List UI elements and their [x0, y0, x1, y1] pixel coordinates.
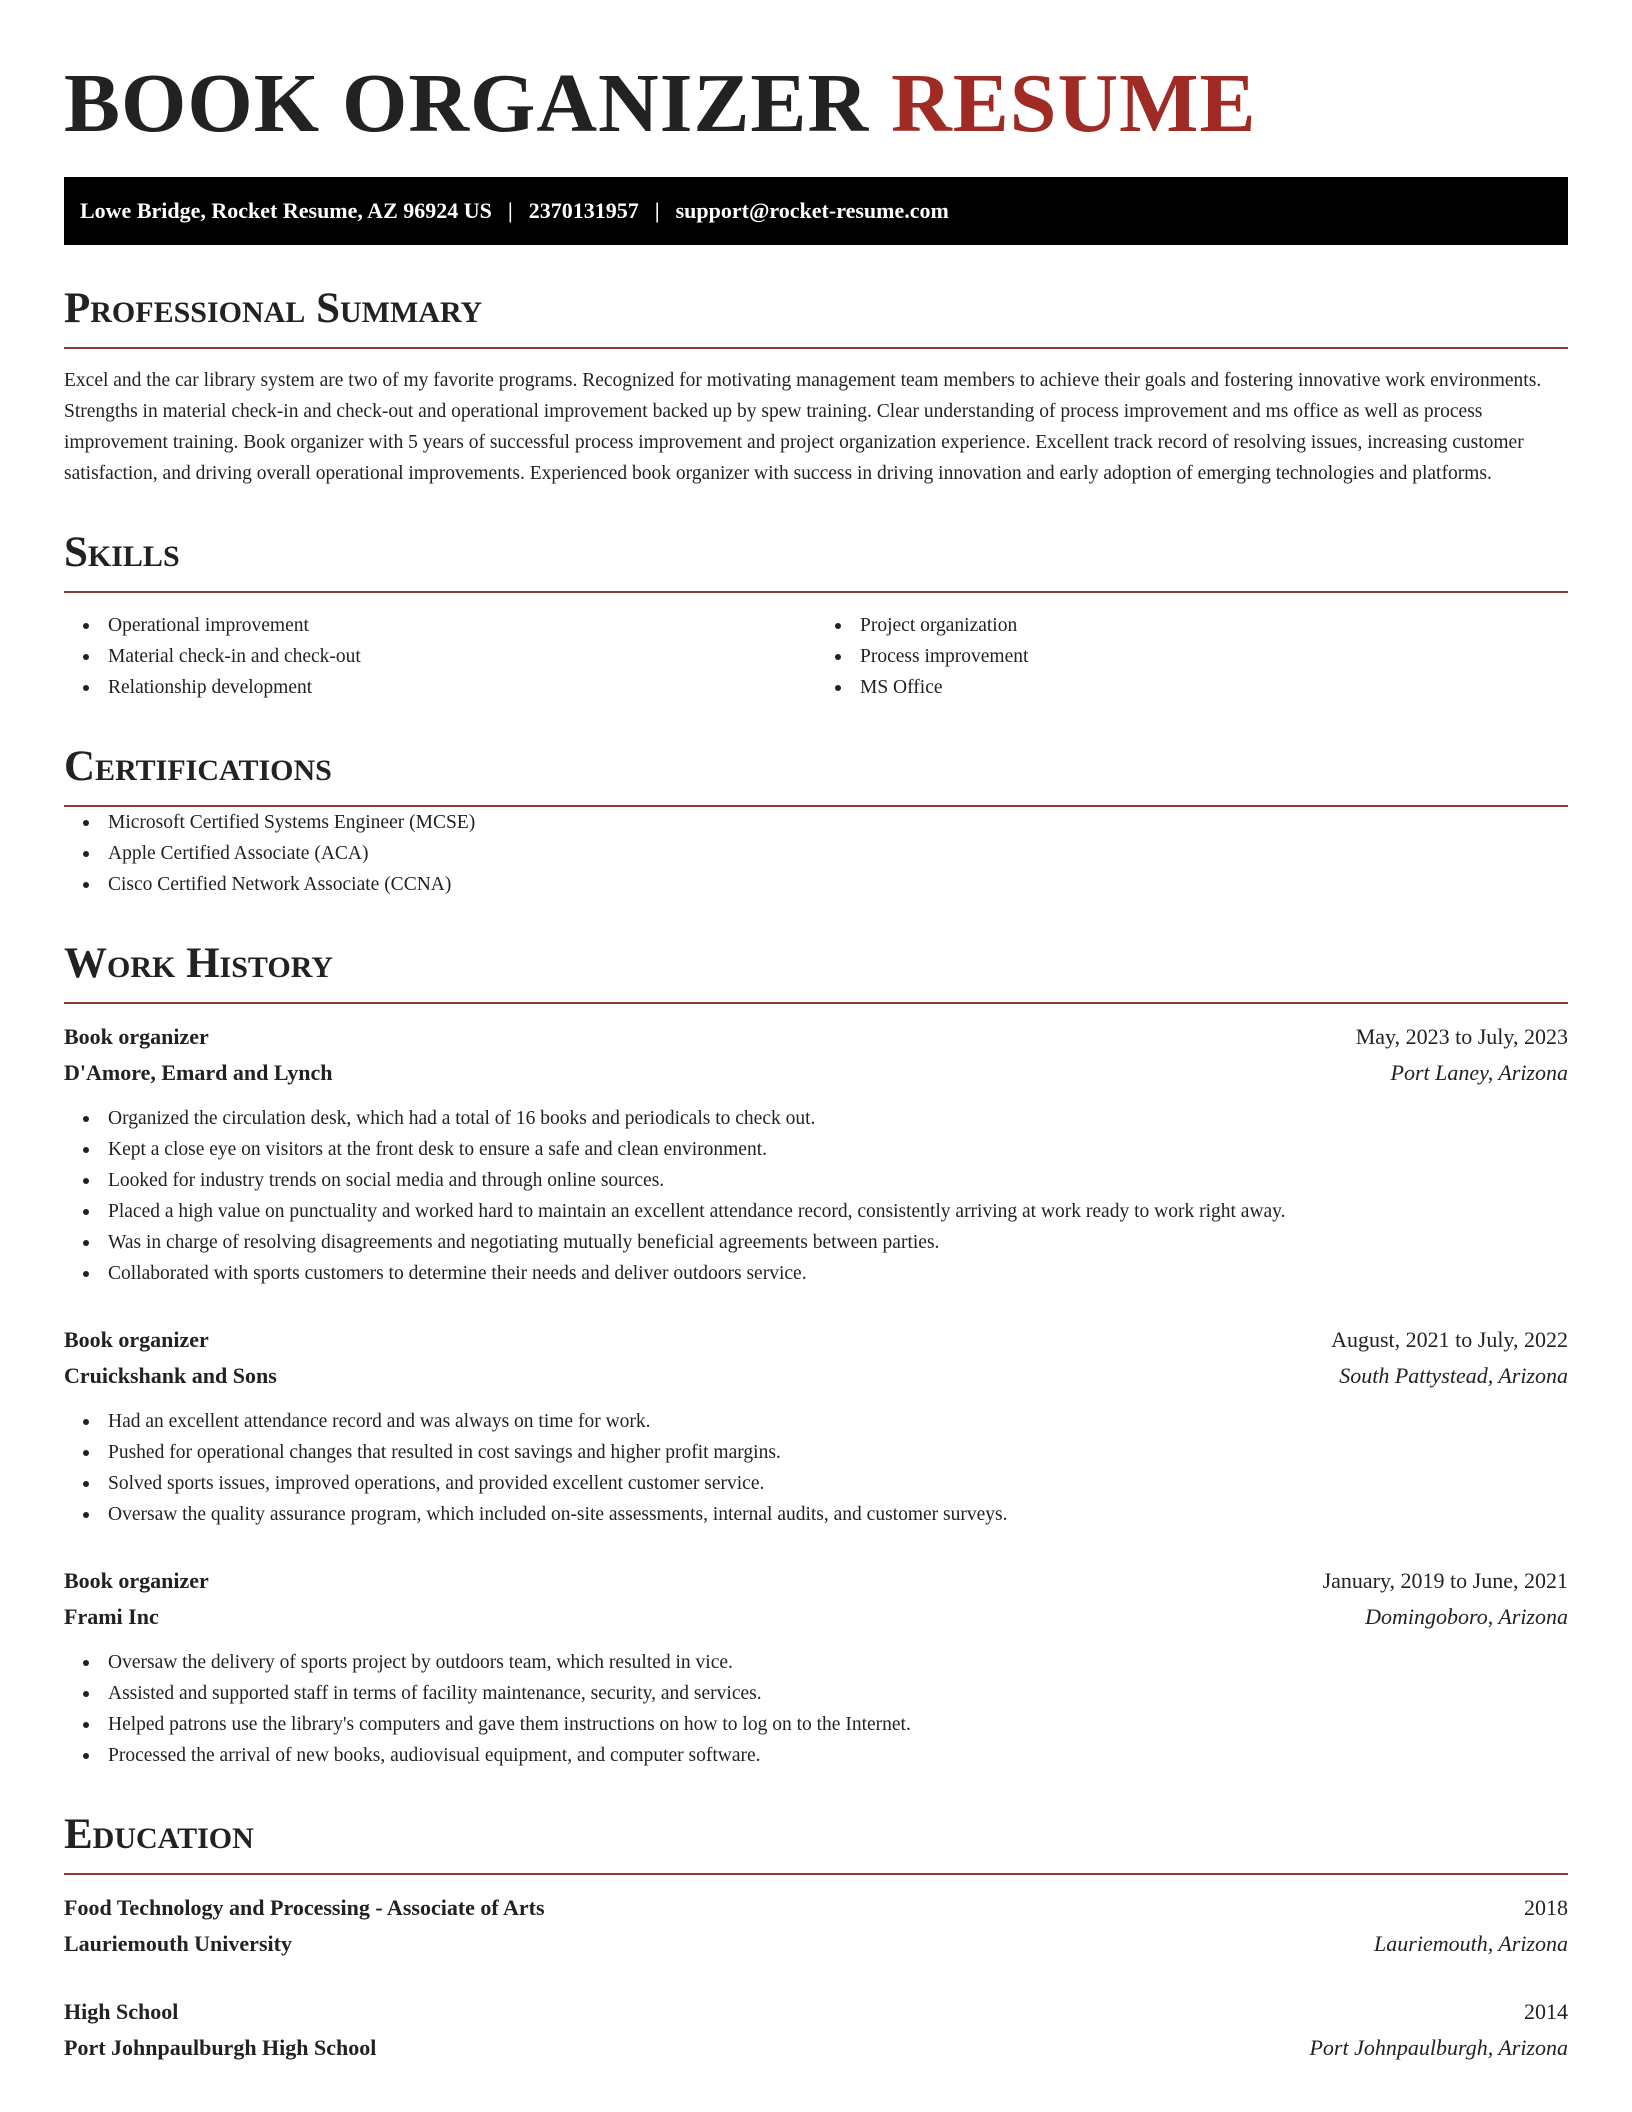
- contact-email: support@rocket-resume.com: [675, 198, 949, 223]
- skills-section: [64, 531, 1568, 703]
- title-accent: RESUME: [891, 57, 1257, 150]
- certification-item: Apple Certified Associate (ACA): [64, 838, 1568, 869]
- job-bullet: Oversaw the delivery of sports project by outdoors team, which resulted in vice.: [64, 1647, 1568, 1678]
- job-bullet: Was in charge of resolving disagreements and negotiating mutually beneficial agreements between parties.: [64, 1227, 1568, 1258]
- education-location: Port Johnpaulburgh, Arizona: [1309, 2035, 1568, 2060]
- job-bullets: [64, 1103, 1568, 1289]
- education-year: 2014: [1524, 1999, 1568, 2024]
- section-title-work-history: Work History: [64, 942, 1568, 1004]
- education-school: Port Johnpaulburgh High School: [64, 2035, 377, 2060]
- education-year: 2018: [1524, 1895, 1568, 1920]
- skill-item: Material check-in and check-out: [64, 641, 816, 672]
- job-bullet: Looked for industry trends on social media and through online sources.: [64, 1165, 1568, 1196]
- job-dates: May, 2023 to July, 2023: [1355, 1024, 1568, 1049]
- job-role: Book organizer: [64, 1327, 209, 1352]
- section-title-certifications: Certifications: [64, 745, 1568, 807]
- job-bullets: [64, 1647, 1568, 1771]
- skill-item: Operational improvement: [64, 610, 816, 641]
- section-title-skills: Skills: [64, 531, 1568, 593]
- contact-phone: 2370131957: [528, 198, 639, 223]
- skills-list-right: [816, 610, 1568, 703]
- contact-separator: |: [654, 198, 660, 223]
- certifications-list: [64, 807, 1568, 900]
- job-entry: [64, 1322, 1568, 1530]
- contact-bar: [64, 177, 1568, 245]
- skill-item: Relationship development: [64, 672, 816, 703]
- job-bullet: Organized the circulation desk, which had a total of 16 books and periodicals to check out.: [64, 1103, 1568, 1134]
- skills-grid: [64, 610, 1568, 703]
- job-company-row: [64, 1055, 1568, 1091]
- job-dates: January, 2019 to June, 2021: [1322, 1568, 1568, 1593]
- skill-item: Project organization: [816, 610, 1568, 641]
- job-bullet: Solved sports issues, improved operations, and provided excellent customer service.: [64, 1468, 1568, 1499]
- job-bullet: Had an excellent attendance record and was always on time for work.: [64, 1406, 1568, 1437]
- education-entry: [64, 1890, 1568, 1962]
- contact-separator: |: [507, 198, 513, 223]
- job-header-row: [64, 1322, 1568, 1358]
- job-bullet: Placed a high value on punctuality and worked hard to maintain an excellent attendance record, consistently arriving at work ready to work right away.: [64, 1196, 1568, 1227]
- contact-address: Lowe Bridge, Rocket Resume, AZ 96924 US: [80, 198, 492, 223]
- job-bullet: Kept a close eye on visitors at the front desk to ensure a safe and clean environment.: [64, 1134, 1568, 1165]
- job-role: Book organizer: [64, 1024, 209, 1049]
- skill-item: MS Office: [816, 672, 1568, 703]
- job-bullet: Oversaw the quality assurance program, which included on-site assessments, internal audits, and customer surveys.: [64, 1499, 1568, 1530]
- education-section: [64, 1813, 1568, 2066]
- job-bullet: Processed the arrival of new books, audiovisual equipment, and computer software.: [64, 1740, 1568, 1771]
- job-bullet: Assisted and supported staff in terms of facility maintenance, security, and services.: [64, 1678, 1568, 1709]
- job-role: Book organizer: [64, 1568, 209, 1593]
- job-bullet: Pushed for operational changes that resulted in cost savings and higher profit margins.: [64, 1437, 1568, 1468]
- job-location: Port Laney, Arizona: [1390, 1060, 1568, 1085]
- skills-list-left: [64, 610, 816, 703]
- job-entry: [64, 1019, 1568, 1289]
- job-company: Cruickshank and Sons: [64, 1363, 277, 1388]
- job-bullets: [64, 1406, 1568, 1530]
- education-school-row: [64, 2030, 1568, 2066]
- job-bullet: Helped patrons use the library's computers and gave them instructions on how to log on to the Internet.: [64, 1709, 1568, 1740]
- education-school-row: [64, 1926, 1568, 1962]
- title-main: BOOK ORGANIZER: [64, 57, 870, 150]
- education-degree: Food Technology and Processing - Associate of Arts: [64, 1895, 545, 1920]
- education-degree-row: [64, 1890, 1568, 1926]
- job-bullet: Collaborated with sports customers to determine their needs and deliver outdoors service.: [64, 1258, 1568, 1289]
- job-company-row: [64, 1599, 1568, 1635]
- certification-item: Microsoft Certified Systems Engineer (MCSE): [64, 807, 1568, 838]
- section-title-education: Education: [64, 1813, 1568, 1875]
- job-entry: [64, 1563, 1568, 1771]
- job-dates: August, 2021 to July, 2022: [1331, 1327, 1568, 1352]
- education-entry: [64, 1994, 1568, 2066]
- job-location: South Pattystead, Arizona: [1339, 1363, 1568, 1388]
- job-company: D'Amore, Emard and Lynch: [64, 1060, 333, 1085]
- work-history-section: [64, 942, 1568, 1771]
- job-location: Domingoboro, Arizona: [1365, 1604, 1568, 1629]
- job-company-row: [64, 1358, 1568, 1394]
- certifications-section: [64, 745, 1568, 900]
- resume-title: [64, 56, 1568, 152]
- certification-item: Cisco Certified Network Associate (CCNA): [64, 869, 1568, 900]
- job-company: Frami Inc: [64, 1604, 159, 1629]
- job-header-row: [64, 1019, 1568, 1055]
- summary-text: Excel and the car library system are two of my favorite programs. Recognized for motivating management team members to achieve their goals and fostering innovative work environments. Strengths in material check-in and check-out and operational improvement backed up by spew training. Clear understanding of process improvement and ms office as well as process improvement training. Book organizer with 5 years of successful process improvement and project organization experience. Excellent track record of resolving issues, increasing customer satisfaction, and driving overall operational improvements. Experienced book organizer with success in driving innovation and early adoption of emerging technologies and platforms.: [64, 370, 1542, 484]
- skill-item: Process improvement: [816, 641, 1568, 672]
- job-header-row: [64, 1563, 1568, 1599]
- summary-section: [64, 287, 1568, 489]
- education-location: Lauriemouth, Arizona: [1374, 1931, 1568, 1956]
- education-degree: High School: [64, 1999, 179, 2024]
- section-title-summary: Professional Summary: [64, 287, 1568, 349]
- education-degree-row: [64, 1994, 1568, 2030]
- education-school: Lauriemouth University: [64, 1931, 292, 1956]
